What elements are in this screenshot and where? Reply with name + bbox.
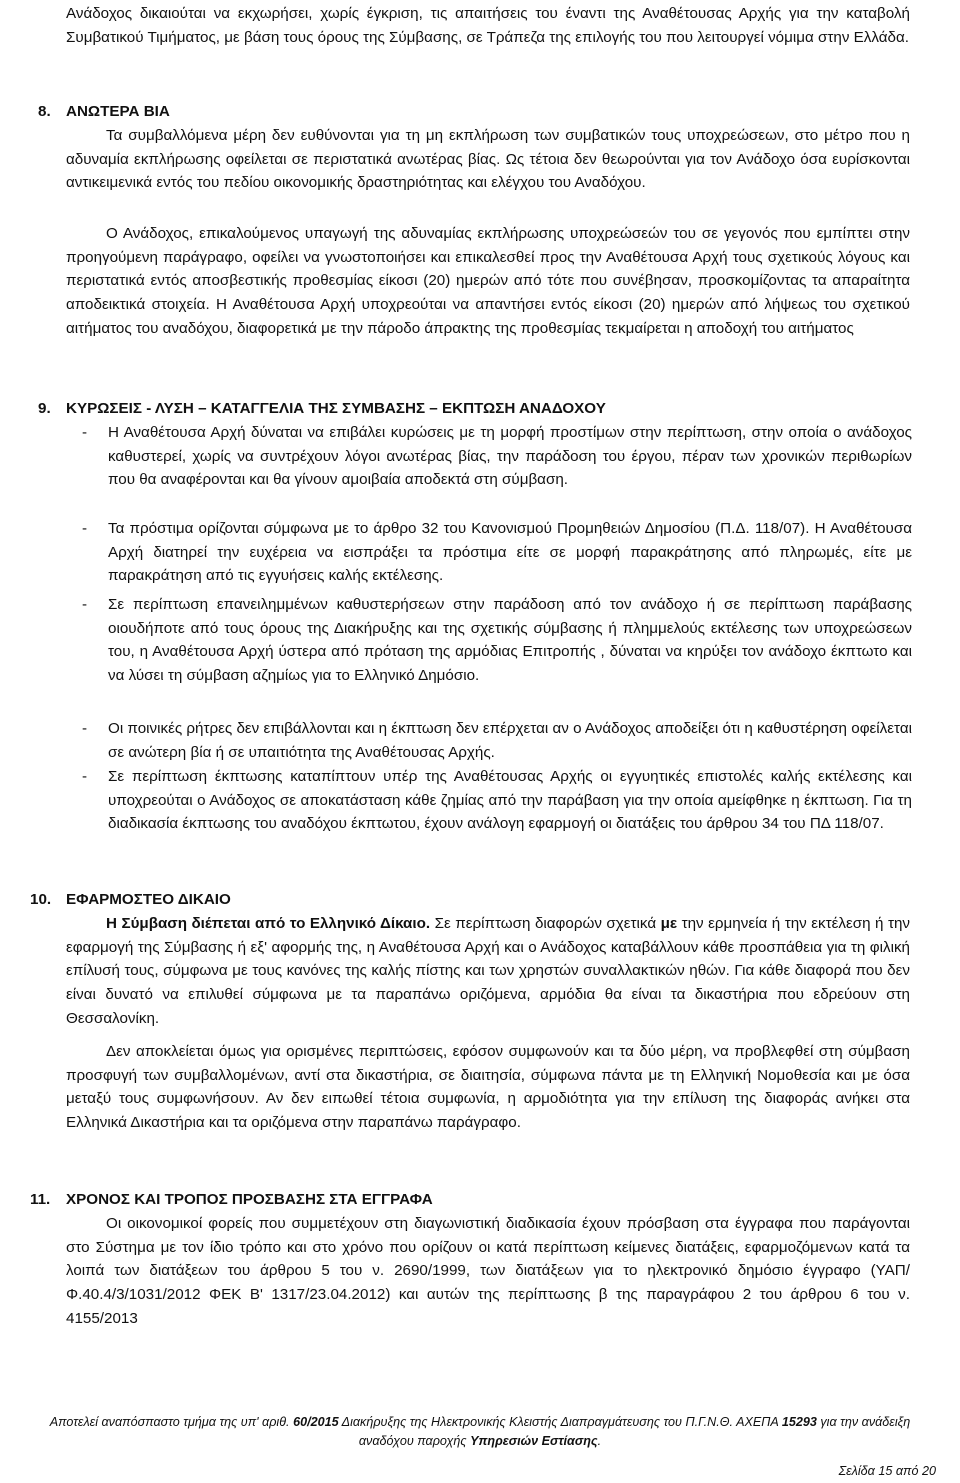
list-dash: -: [82, 720, 88, 737]
section-11-heading: [30, 1189, 433, 1211]
governing-law-statement: Η Σύμβαση διέπεται από το Ελληνικό Δίκαιο.: [106, 915, 431, 932]
page-number: Σελίδα 15 από 20: [838, 1464, 936, 1478]
section-8-heading: [38, 101, 170, 123]
section-number: 10.: [30, 891, 52, 908]
list-item-text: Σε περίπτωση έκπτωσης καταπίπτουν υπέρ της Αναθέτουσας Αρχής οι εγγυητικές επιστολές καλής εκτέλεσης και υποχρεούται ο Ανάδοχος σε αποκατάσταση κάθε ζημίας από την παράβαση για την οποία αμείφθηκε η έκπτωση. Για τη διαδικασία έκπτωσης του αναδόχου έκπτωτου, έχουν ανάλογη εφαρμογή οι διατάξεις του άρθρου 34 του ΠΔ 118/07.: [108, 768, 912, 833]
section-title: ΚΥΡΩΣΕΙΣ - ΛΥΣΗ – ΚΑΤΑΓΓΕΛΙΑ ΤΗΣ ΣΥΜΒΑΣΗΣ – ΕΚΠΤΩΣΗ ΑΝΑΔΟΧΟΥ: [66, 400, 606, 417]
section-title: ΕΦΑΡΜΟΣΤΕΟ ΔΙΚΑΙΟ: [66, 891, 231, 908]
section-10-heading: [30, 889, 231, 911]
section-number: 8.: [38, 103, 51, 120]
section-title: ΧΡΟΝΟΣ ΚΑΙ ΤΡΟΠΟΣ ΠΡΟΣΒΑΣΗΣ ΣΤΑ ΕΓΓΡΑΦΑ: [66, 1191, 433, 1208]
bold-word: με: [660, 915, 678, 932]
list-dash: -: [82, 520, 88, 537]
section-title: ΑΝΩΤΕΡΑ ΒΙΑ: [66, 103, 170, 120]
section-11-paragraph-1: Οι οικονομικοί φορείς που συμμετέχουν στη διαγωνιστική διαδικασία έχουν πρόσβαση στα έγγραφα που παράγονται στο Σύστημα με τον ίδιο τρόπο και στο χρόνο που ορίζουν οι κατά περίπτωση κείμενες διατάξεις, εφαρμοζόμενων κατά τα λοιπά των διατάξεων του άρθρου 5 του ν. 2690/1999, των διατάξεων για το ηλεκτρονικό δημόσιο έγγραφο (ΥΑΠ/Φ.40.4/3/1031/2012 ΦΕΚ Β' 1317/23.04.2012) και αυτών της περίπτωσης β της παραγράφου 2 του άρθρου 6 του ν. 4155/2013: [66, 1215, 910, 1327]
footer-service: Υπηρεσιών Εστίασης: [470, 1434, 598, 1448]
text-run: την ερμηνεία ή την εκτέλεση ή την εφαρμογή της Σύμβασης ή εξ' αφορμής της, η Αναθέτουσα Αρχή και ο Ανάδοχος καταβάλλουν κάθε προσπάθεια για τη φιλική επίλυσή τους, σύμφωνα με τους κανόνες της καλής πίστης και των χρηστών συναλλακτικών ηθών. Για κάθε διαφορά που δεν είναι δυνατό να επιλυθεί σύμφωνα με τα παραπάνω οριζόμενα, αρμόδια θα είναι τα δικαστήρια που εδρεύουν στη Θεσσαλονίκη.: [66, 915, 910, 1027]
list-item-text: Οι ποινικές ρήτρες δεν επιβάλλονται και η έκπτωση δεν επέρχεται αν ο Ανάδοχος αποδείξει ότι η καθυστέρηση οφείλεται σε ανώτερη βία ή σε υπαιτιότητα της Αναθέτουσας Αρχής.: [108, 720, 912, 761]
section-10-paragraph-2: Δεν αποκλείεται όμως για ορισμένες περιπτώσεις, εφόσον συμφωνούν και τα δύο μέρη, να προβλεφθεί στη σύμβαση προσφυγή των συμβαλλομένων, αντί στα δικαστήρια, σε διαιτησία, σύμφωνα πάντα με τη Ελληνική Νομοθεσία και με όσα μεταξύ τους συμφωνήσουν. Αν δεν ειπωθεί τέτοια συμφωνία, η αρμοδιότητα για την επίλυση της διαφοράς ανήκει στα Ελληνικά Δικαστήρια και τα οριζόμενα στην παραπάνω παράγραφο.: [66, 1043, 910, 1132]
footer-text-run: για την ανάδειξη αναδόχου παροχής: [358, 1415, 911, 1448]
section-number: 9.: [38, 400, 51, 417]
list-item: [82, 593, 912, 688]
footer-text-run: Αποτελεί αναπόσπαστο τμήμα της υπ' αριθ.: [49, 1415, 294, 1429]
page-footer: [24, 1413, 936, 1451]
section-8-paragraph-1: Τα συμβαλλόμενα μέρη δεν ευθύνονται για τη μη εκπλήρωση των συμβατικών τους υποχρεώσεων, στο μέτρο που η αδυναμία εκπλήρωσης οφείλεται σε περιστατικά ανωτέρας βίας. Ως τέτοια δεν θεωρούνται για τον Ανάδοχο όσα ευρίσκονται αντικειμενικά εντός του πεδίου οικονομικής δραστηριότητας και ελέγχου του Αναδόχου.: [66, 127, 910, 192]
list-item: [82, 765, 912, 836]
list-item-text: Σε περίπτωση επανειλημμένων καθυστερήσεων στην παράδοση από τον ανάδοχο ή σε περίπτωση παράβασης οιουδήποτε από τους όρους της Διακήρυξης και της σχετικής σύμβασης ή πλημμελούς εκτέλεσης των υποχρεώσεων του, η Αναθέτουσα Αρχή ύστερα από πρόταση της αρμόδιας Επιτροπής , δύναται να κηρύξει τον ανάδοχο έκπτωτο και να λύσει τη σύμβαση αζημίως για το Ελληνικό Δημόσιο.: [108, 596, 912, 685]
list-item-text: Η Αναθέτουσα Αρχή δύναται να επιβάλει κυρώσεις με τη μορφή προστίμων στην περίπτωση, στην οποία ο ανάδοχος καθυστερεί, χωρίς να συντρέχουν λόγοι ανωτέρας βίας, την παράδοση του έργου, πέραν των χρονικών περιθωρίων που θα αναφέρονται και θα γίνουν αμοιβαία αποδεκτά στη σύμβαση.: [108, 424, 912, 489]
list-item: [82, 717, 912, 764]
footer-text-run: Διακήρυξης της Ηλεκτρονικής Κλειστής Διαπραγμάτευσης του Π.Γ.Ν.Θ. ΑΧΕΠΑ: [338, 1415, 782, 1429]
footer-number: 15293: [781, 1415, 817, 1429]
list-item: [82, 517, 912, 588]
text-run: Σε περίπτωση διαφορών σχετικά: [430, 915, 661, 932]
list-item: [82, 421, 912, 492]
section-number: 11.: [30, 1191, 51, 1208]
section-9-heading: [38, 398, 606, 420]
intro-paragraph: Ανάδοχος δικαιούται να εκχωρήσει, χωρίς έγκριση, τις απαιτήσεις του έναντι της Αναθέτουσας Αρχής για την καταβολή Συμβατικού Τιμήματος, με βάση τους όρους της Σύμβασης, σε Τράπεζα της επιλογής του που λειτουργεί νόμιμα στην Ελλάδα.: [66, 5, 910, 46]
footer-number: 60/2015: [293, 1415, 339, 1429]
list-item-text: Τα πρόστιμα ορίζονται σύμφωνα με το άρθρο 32 του Κανονισμού Προμηθειών Δημοσίου (Π.Δ. 118/07). Η Αναθέτουσα Αρχή διατηρεί την ευχέρεια να εισπράξει τα πρόστιμα είτε σε μορφή παρακράτησης από πληρωμές, είτε με παρακράτηση από τις εγγυήσεις καλής εκτέλεσης.: [108, 520, 912, 585]
list-dash: -: [82, 424, 88, 441]
section-10-paragraph-1: [66, 912, 910, 1031]
footer-text-run: .: [597, 1434, 602, 1448]
section-8-paragraph-2: Ο Ανάδοχος, επικαλούμενος υπαγωγή της αδυναμίας εκπλήρωσης υποχρεώσεών του σε γεγονός που εμπίπτει στην προηγούμενη παράγραφο, οφείλει να γνωστοποιήσει και επικαλεσθεί προς την Αναθέτουσα Αρχή τους σχετικούς λόγους και περιστατικά εντός αποσβεστικής προθεσμίας είκοσι (20) ημερών από τότε που συνέβησαν, προσκομίζοντας τα απαραίτητα αποδεικτικά στοιχεία. Η Αναθέτουσα Αρχή υποχρεούται να απαντήσει εντός είκοσι (20) ημερών από λήψεως του σχετικού αιτήματος του αναδόχου, διαφορετικά με την πάροδο άπρακτης της προθεσμίας τεκμαίρεται η αποδοχή του αιτήματος: [66, 225, 910, 337]
list-dash: -: [82, 596, 88, 613]
list-dash: -: [82, 768, 88, 785]
